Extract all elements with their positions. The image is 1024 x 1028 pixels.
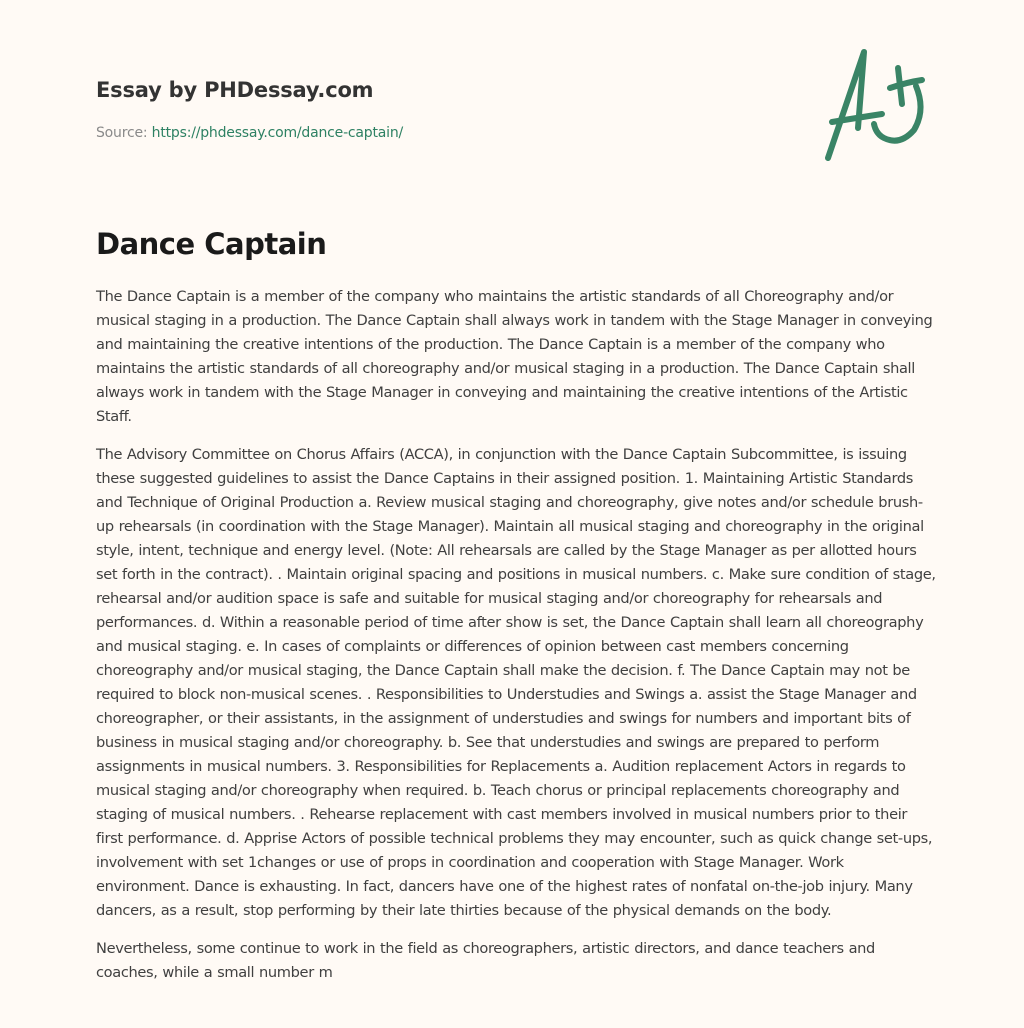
article-paragraph: The Advisory Committee on Chorus Affairs (ACCA), in conjunction with the Dance Captain Subcommittee, is issuing these suggested guidelines to assist the Dance Captains in their assigned position. 1. Maintaining Artistic Standards and Technique of Original Production a. Review musical staging and choreography, give notes and/or schedule brush-up rehearsals (in coordination with the Stage Manager). Maintain all musical staging and choreography in the original style, intent, technique and energy level. (Note: All rehearsals are called by the Stage Manager as per allotted hours set forth in the contract). . Maintain original spacing and positions in musical numbers. c. Make sure condition of stage, rehearsal and/or audition space is safe and suitable for musical staging and/or choreography for rehearsals and performances. d. Within a reasonable period of time after show is set, the Dance Captain shall learn all choreography and musical staging. e. In cases of complaints or differences of opinion between cast members concerning choreography and/or musical staging, the Dance Captain shall make the decision. f. The Dance Captain may not be required to block non-musical scenes. . Responsibilities to Understudies and Swings a. assist the Stage Manager and choreographer, or their assistants, in the assignment of understudies and swings for numbers and important bits of business in musical staging and/or choreography. b. See that understudies and swings are prepared to perform assignments in musical numbers. 3. Responsibilities for Replacements a. Audition replacement Actors in regards to musical staging and/or choreography when required. b. Teach chorus or principal replacements choreography and staging of musical numbers. . Rehearse replacement with cast members involved in musical numbers prior to their first performance. d. Apprise Actors of possible technical problems they may encounter, such as quick change set-ups, involvement with set 1changes or use of props in coordination and cooperation with Stage Manager. Work environment. Dance is exhausting. In fact, dancers have one of the highest rates of nonfatal on-the-job injury. Many dancers, as a result, stop performing by their late thirties because of the physical demands on the body.	[96, 446, 936, 919]
source-line	[96, 123, 796, 143]
brand-title: Essay by PHDessay.com	[96, 78, 374, 102]
a-plus-grade-icon	[818, 38, 938, 168]
article-paragraph: Nevertheless, some continue to work in the field as choreographers, artistic directors, and dance teachers and coaches, while a small number m	[96, 940, 875, 981]
article-paragraph: The Dance Captain is a member of the company who maintains the artistic standards of all Choreography and/or musical staging in a production. The Dance Captain shall always work in tandem with the Stage Manager in conveying and maintaining the creative intentions of the production. The Dance Captain is a member of the company who maintains the artistic standards of all choreography and/or musical staging in a production. The Dance Captain shall always work in tandem with the Stage Manager in conveying and maintaining the creative intentions of the Artistic Staff.	[96, 288, 933, 425]
article-body	[96, 285, 938, 999]
source-link[interactable]: https://phdessay.com/dance-captain/	[151, 125, 404, 141]
source-label: Source:	[96, 125, 152, 141]
site-header	[96, 76, 796, 143]
article-title: Dance Captain	[96, 227, 327, 261]
